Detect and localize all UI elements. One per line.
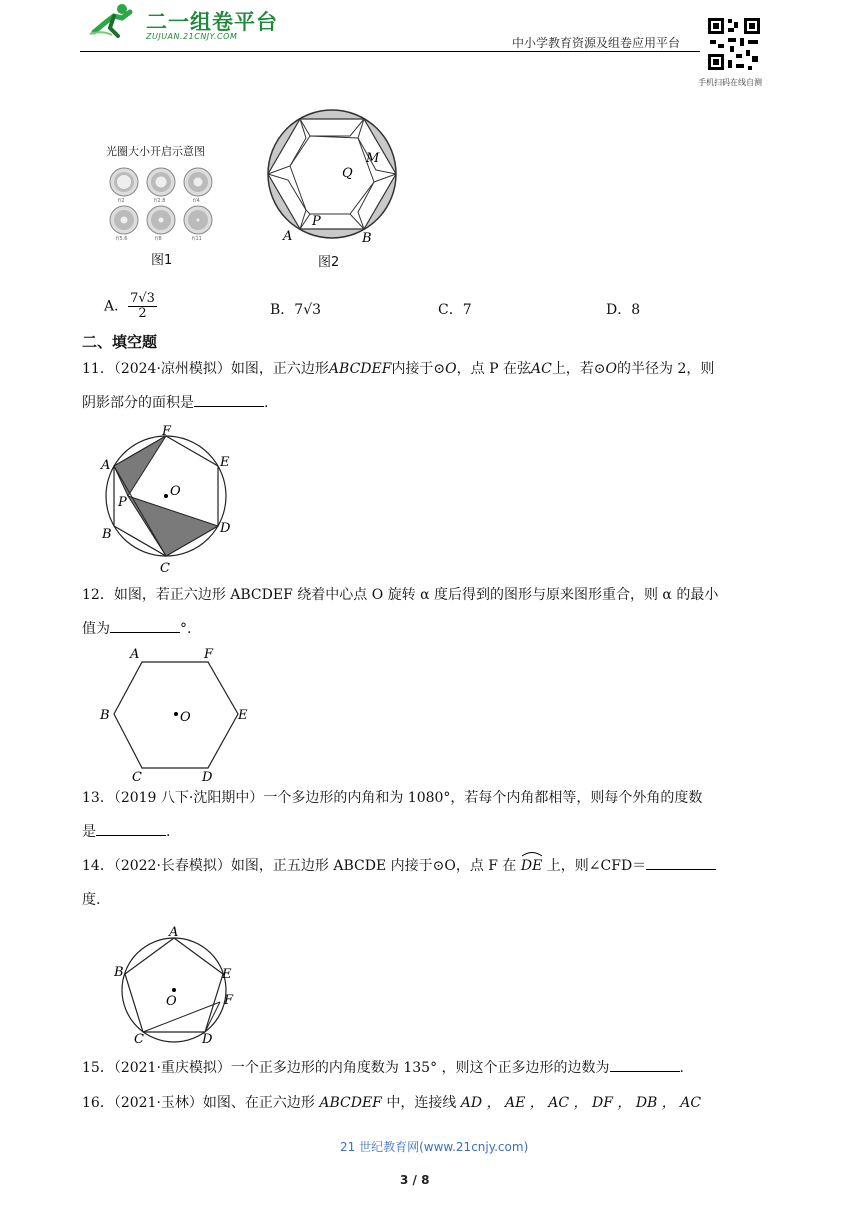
q11-label-e: E	[220, 455, 230, 470]
q11-label-c: C	[160, 561, 170, 576]
option-b-value: 7√3	[294, 302, 322, 318]
q14-label-c: C	[134, 1032, 144, 1046]
q11-text-e: 的半径为 2，则	[617, 361, 715, 377]
q11-label-b: B	[102, 527, 112, 542]
q14-line2: 度.	[82, 892, 101, 908]
q13-text-line2: 是	[82, 824, 96, 840]
q11-label-a: A	[101, 458, 111, 473]
q11-text-d: 上，若⊙	[551, 361, 606, 377]
q15-text: 15．（2021·重庆模拟）一个正多边形的内角度数为 135° ，则这个正多边形的边数为	[82, 1060, 610, 1076]
option-a	[104, 292, 157, 321]
q11-line1	[82, 358, 782, 380]
q14-label-o: O	[166, 994, 177, 1009]
q12-label-a: A	[130, 647, 140, 662]
q11-label-d: D	[220, 521, 231, 536]
fig1-label-6: f/11	[192, 236, 202, 242]
q11-answer-blank[interactable]	[194, 392, 264, 407]
header-platform-text: 中小学教育资源及组卷应用平台	[512, 36, 681, 50]
q12-degree-end: °.	[180, 621, 192, 637]
q12-label-c: C	[132, 770, 142, 784]
q11-chord: AC	[530, 361, 552, 377]
q14-answer-blank[interactable]	[646, 855, 716, 870]
fig1-title: 光圈大小开启示意图	[106, 145, 205, 158]
option-a-denominator: 2	[138, 306, 147, 321]
q12-text-line2: 值为	[82, 621, 110, 637]
fig2-caption: 图2	[318, 255, 340, 270]
fig2-label-q: Q	[342, 166, 353, 181]
q15-period: .	[679, 1060, 684, 1076]
fig2-aperture-diagram	[262, 104, 402, 248]
q14-arc	[521, 855, 542, 877]
q16-segments: AD ， AE ， AC ， DF ， DB ， AC	[460, 1095, 702, 1111]
fig1-caption: 图1	[151, 253, 173, 268]
fig2-label-b: B	[362, 231, 372, 246]
option-a-fraction	[128, 292, 157, 321]
q14-label-e: E	[222, 967, 232, 982]
q11-circle: O	[445, 361, 457, 377]
q13-answer-blank[interactable]	[96, 821, 166, 836]
q14-diagram	[110, 922, 246, 1046]
q11-hex: ABCDEF	[328, 361, 392, 377]
option-d-label: D．	[606, 302, 632, 318]
arc-icon	[521, 851, 543, 857]
qr-code-icon	[706, 16, 762, 72]
logo-runner-icon	[88, 2, 140, 38]
q12-label-b: B	[100, 708, 110, 723]
q15-line	[82, 1057, 684, 1079]
fig1-label-5: f/8	[155, 236, 162, 242]
q14-label-f: F	[224, 993, 234, 1008]
q12-diagram	[98, 644, 258, 784]
q13-line2	[82, 821, 170, 843]
fig1-aperture-grid	[104, 162, 220, 246]
q13-line1: 13．（2019 八下·沈阳期中）一个多边形的内角和为 1080°，若每个内角都相等，则每个外角的度数	[82, 790, 703, 806]
option-c-value: 7	[462, 302, 472, 318]
q12-line1: 12．如图，若正六边形 ABCDEF 绕着中心点 O 旋转 α 度后得到的图形与原来图形重合，则 α 的最小	[82, 587, 719, 603]
footer-site: 21 世纪教育网(www.21cnjy.com)	[340, 1140, 529, 1154]
q11-line2	[82, 392, 268, 414]
q15-answer-blank[interactable]	[610, 1057, 680, 1072]
header	[0, 0, 860, 90]
q14-label-d: D	[202, 1032, 213, 1046]
option-d-value: 8	[631, 302, 641, 318]
q12-label-e: E	[238, 708, 248, 723]
option-a-label: A．	[104, 298, 129, 315]
q11-label-f: F	[162, 424, 172, 439]
q12-label-o: O	[180, 710, 191, 725]
q14-label-a: A	[169, 925, 179, 940]
q12-answer-blank[interactable]	[110, 618, 180, 633]
q12-label-d: D	[202, 770, 213, 784]
option-b-label: B．	[270, 302, 295, 318]
q16-line	[82, 1092, 701, 1114]
q11-text-b: 内接于⊙	[391, 361, 446, 377]
q13-period: .	[166, 824, 171, 840]
fig2-label-p: P	[312, 214, 321, 229]
q16-hex: ABCDEF	[319, 1095, 382, 1111]
q16-text-b: 中，连接线	[386, 1095, 457, 1111]
q14-text-a: 14．（2022·长春模拟）如图，正五边形 ABCDE 内接于⊙O，点 F 在	[82, 858, 517, 874]
q14-label-b: B	[114, 965, 124, 980]
q12-line2	[82, 618, 191, 640]
option-c-label: C．	[438, 302, 463, 318]
q14-text-b: 上，则∠CFD＝	[546, 858, 647, 874]
q12-label-f: F	[204, 647, 214, 662]
qr-caption: 手机扫码在线自测	[698, 78, 762, 87]
option-d	[606, 299, 640, 319]
q16-text-a: 16．（2021·玉林）如图、在正六边形	[82, 1095, 315, 1111]
header-divider	[80, 51, 700, 52]
q11-label-o: O	[170, 484, 181, 499]
q14-line1	[82, 855, 716, 877]
logo-text: 二一组卷平台	[146, 10, 278, 34]
fig2-label-m: M	[366, 151, 380, 166]
logo-subtitle: ZUJUAN.21CNJY.COM	[146, 32, 238, 41]
fig1-label-3: f/4	[193, 198, 200, 204]
q14-arc-label: DE	[520, 858, 543, 874]
fig1-label-2: f/2.8	[154, 198, 166, 204]
q11-circle2: O	[605, 361, 618, 377]
q11-label-p: P	[118, 495, 127, 510]
q11-diagram	[98, 420, 238, 576]
page-number: 3 / 8	[400, 1173, 430, 1187]
section-heading: 二、填空题	[82, 333, 158, 351]
q11-text-a: 11．（2024·凉州模拟）如图，正六边形	[82, 361, 329, 377]
q11-text-line2: 阴影部分的面积是	[82, 395, 194, 411]
fig2-label-a: A	[283, 229, 293, 244]
q11-period: .	[264, 395, 269, 411]
option-b	[270, 299, 321, 319]
q11-text-c: ，点 P 在弦	[456, 361, 531, 377]
fig1-label-1: f/2	[118, 198, 125, 204]
option-c	[438, 299, 472, 319]
option-a-numerator: 7√3	[130, 291, 155, 306]
fig1-label-4: f/5.6	[116, 236, 128, 242]
